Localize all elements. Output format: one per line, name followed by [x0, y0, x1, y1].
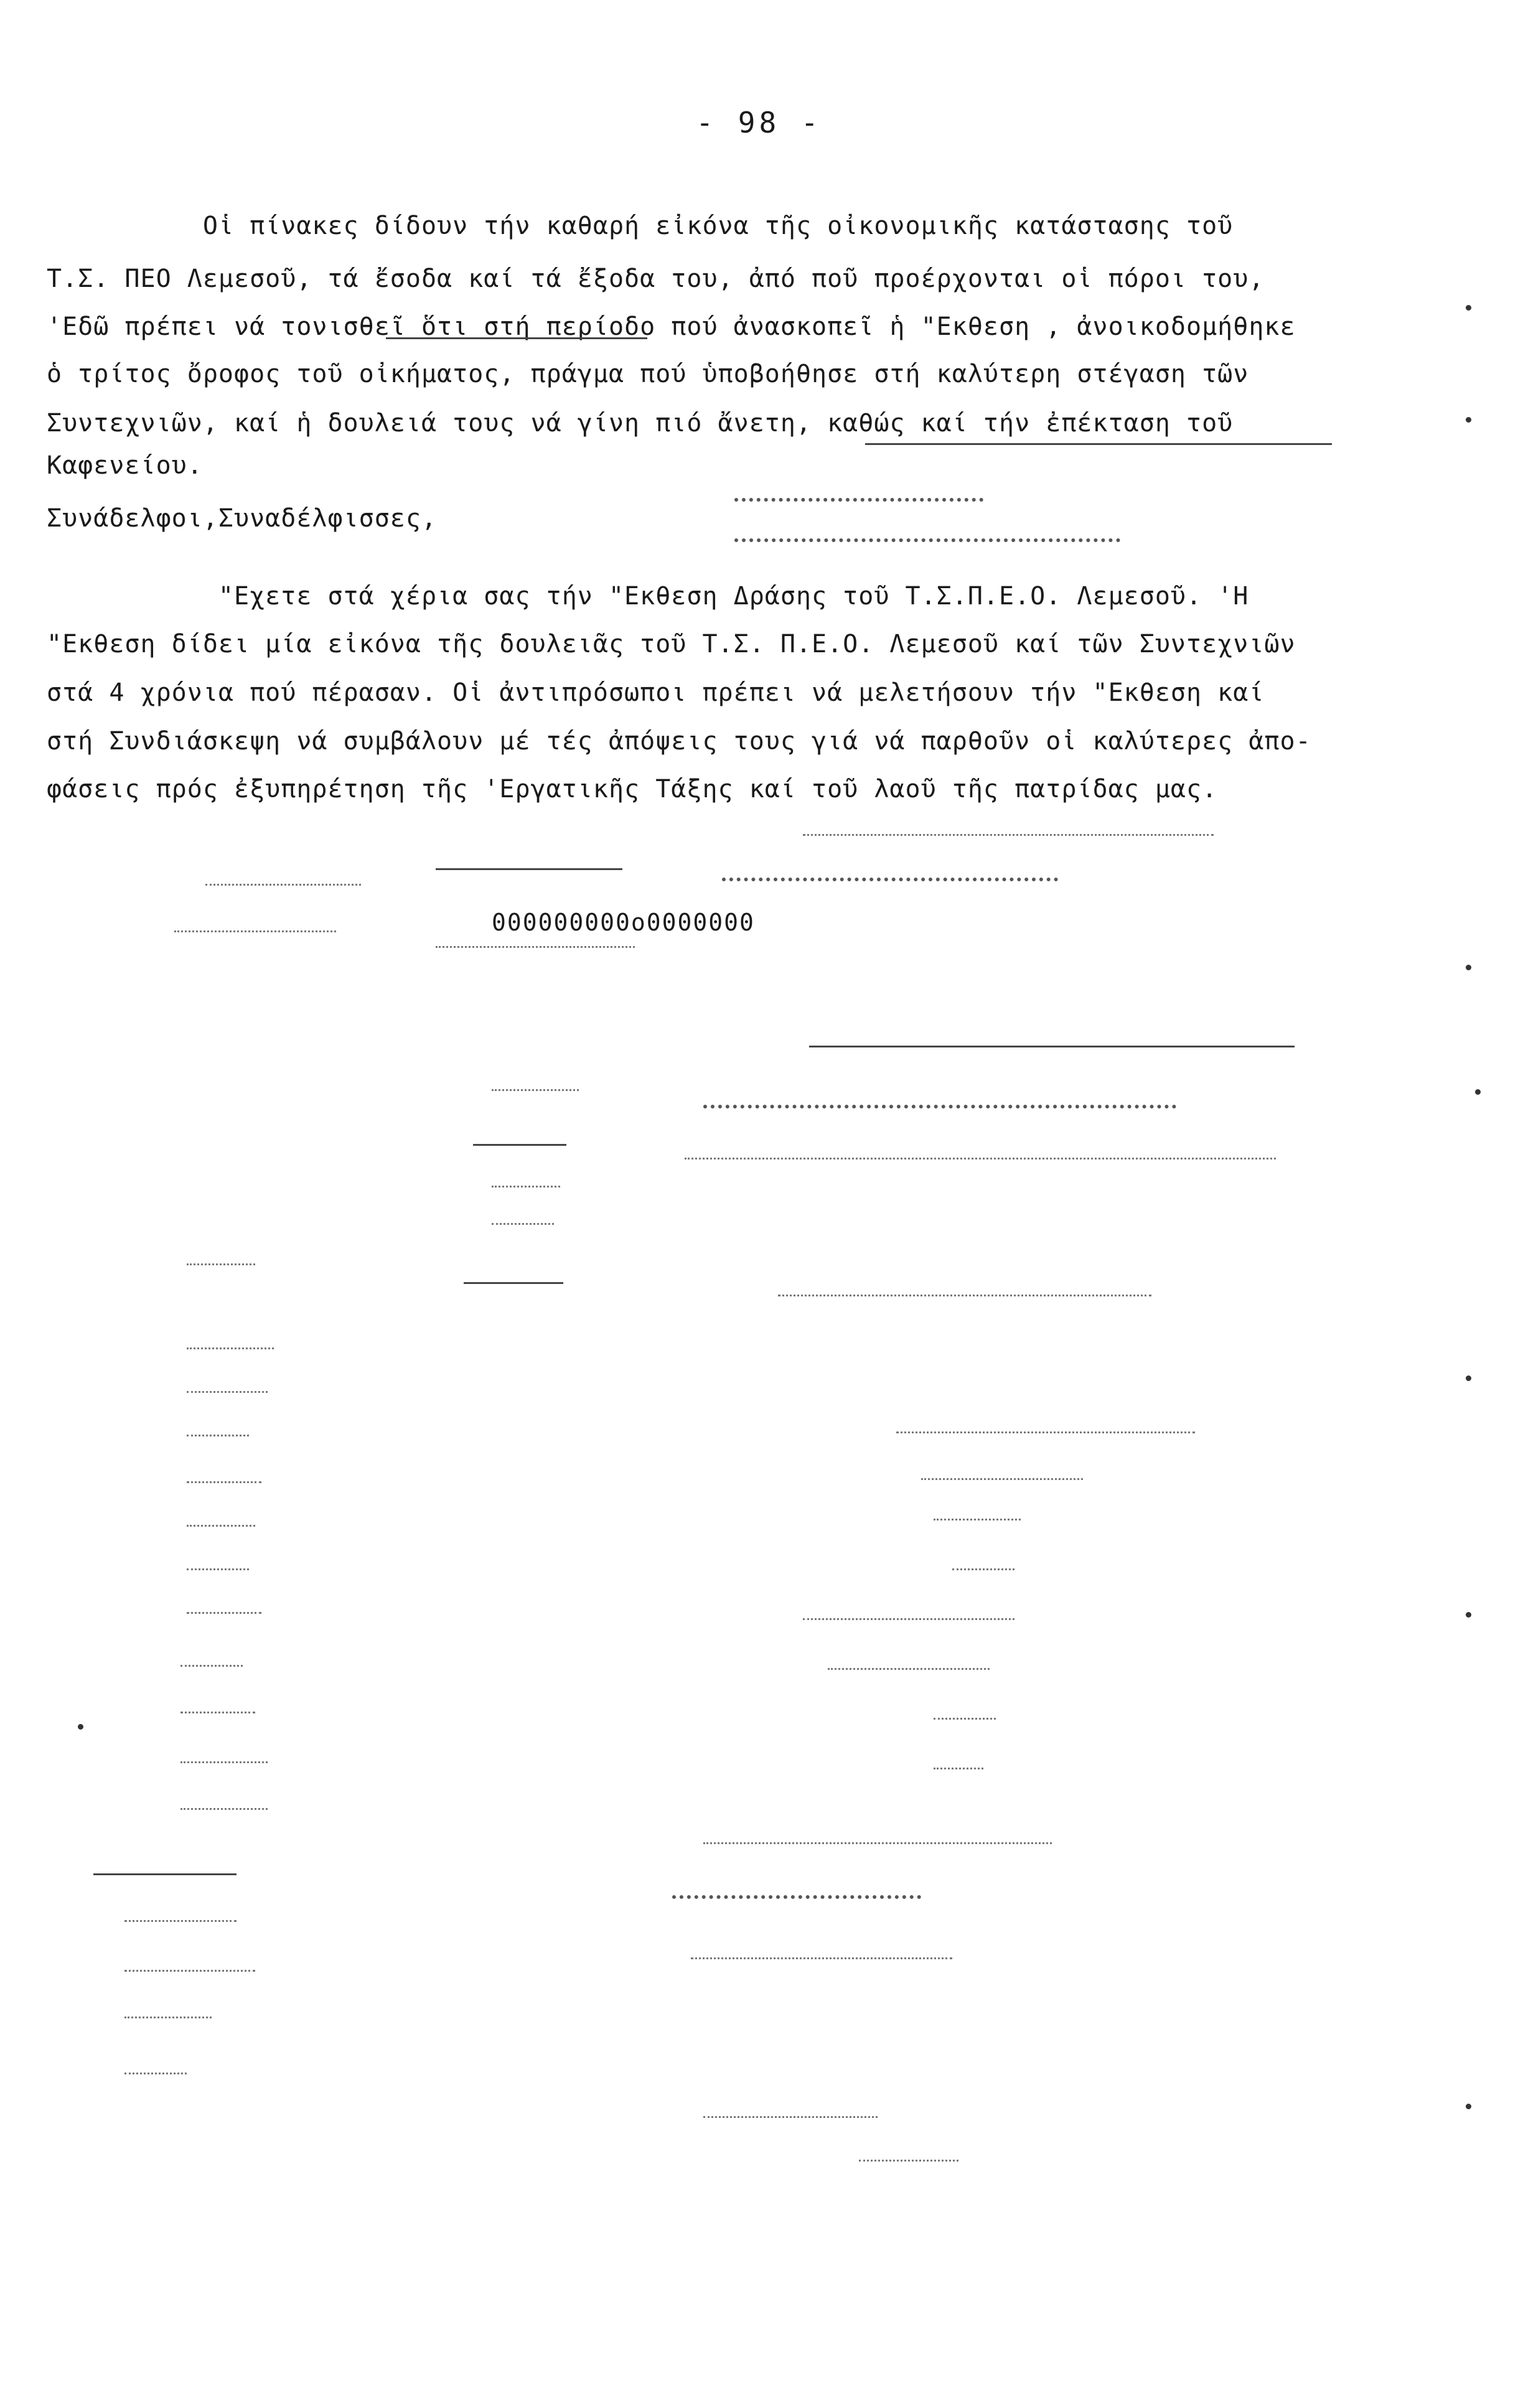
faint-mark: [187, 1568, 249, 1570]
dotted-line: [703, 1105, 1176, 1108]
faint-mark: [685, 1158, 1276, 1159]
strike-mark: [386, 337, 647, 339]
faint-mark: [180, 1712, 255, 1713]
faint-mark: [859, 2160, 958, 2162]
faint-mark: [921, 1478, 1083, 1480]
paragraph-2-line-1: "Εχετε στά χέρια σας τήν "Εκθεση Δράσης τοῦ Τ.Σ.Π.Ε.Ο. Λεμεσοῦ. 'Η: [47, 582, 1249, 611]
faint-mark: [934, 1768, 983, 1769]
paragraph-2-line-3: στά 4 χρόνια πού πέρασαν. Οἱ ἀντιπρόσωποι πρέπει νά μελετήσουν τήν "Εκθεση καί: [47, 678, 1265, 707]
faint-mark: [952, 1568, 1014, 1570]
faint-mark: [803, 834, 1214, 836]
faint-mark: [187, 1263, 255, 1265]
margin-dot: [1466, 305, 1471, 311]
margin-dot: [1466, 2104, 1471, 2109]
faint-mark: [187, 1481, 261, 1483]
paragraph-1-line-1: Οἱ πίνακες δίδουν τήν καθαρή εἰκόνα τῆς οἰκονομικῆς κατάστασης τοῦ: [47, 212, 1234, 240]
margin-dot: [1466, 1375, 1471, 1381]
faint-mark: [205, 884, 361, 886]
underline-mark: [809, 1046, 1295, 1047]
margin-dot: [1466, 965, 1471, 970]
margin-dot: [1466, 417, 1471, 423]
faint-mark: [124, 2017, 212, 2018]
faint-mark: [492, 1223, 554, 1225]
underline-mark: [436, 868, 622, 870]
salutation: Συνάδελφοι,Συναδέλφισσες,: [47, 504, 438, 533]
faint-mark: [778, 1295, 1151, 1296]
faint-mark: [174, 930, 336, 932]
underline-mark: [865, 443, 1332, 445]
faint-mark: [691, 1957, 952, 1959]
faint-mark: [187, 1525, 255, 1527]
margin-dot: [1475, 1089, 1481, 1095]
faint-mark: [180, 1761, 268, 1763]
faint-mark: [187, 1347, 274, 1349]
faint-mark: [828, 1668, 990, 1670]
faint-mark: [896, 1431, 1195, 1433]
faint-mark: [492, 1186, 560, 1188]
faint-mark: [436, 946, 635, 948]
faint-mark: [187, 1391, 268, 1393]
faint-mark: [703, 1842, 1052, 1844]
paragraph-2-line-2: "Εκθεση δίδει μία εἰκόνα τῆς δουλειᾶς τοῦ Τ.Σ. Π.Ε.Ο. Λεμεσοῦ καί τῶν Συντεχνιῶν: [47, 630, 1296, 658]
faint-mark: [180, 1808, 268, 1810]
paragraph-1-line-4: ὁ τρίτος ὄροφος τοῦ οἰκήματος, πράγμα πού ὑποβοήθησε στή καλύτερη στέγαση τῶν: [47, 360, 1249, 388]
paragraph-1-line-6: Καφενείου.: [47, 451, 203, 480]
page-number: - 98 -: [696, 106, 822, 139]
faint-mark: [124, 1970, 255, 1972]
margin-dot: [78, 1724, 83, 1730]
underline-mark: [93, 1873, 237, 1875]
faint-mark: [703, 2116, 878, 2118]
paragraph-2-line-5: φάσεις πρός ἐξυπηρέτηση τῆς 'Εργατικῆς Τάξης καί τοῦ λαοῦ τῆς πατρίδας μας.: [47, 775, 1218, 803]
faint-mark: [187, 1435, 249, 1436]
dotted-line: [722, 878, 1058, 881]
faint-mark: [187, 1612, 261, 1614]
dotted-line: [734, 498, 983, 502]
faint-mark: [803, 1618, 1014, 1620]
dotted-line: [734, 538, 1120, 542]
faint-mark: [934, 1718, 996, 1720]
faint-mark: [180, 1665, 243, 1667]
underline-mark: [464, 1282, 563, 1284]
paragraph-1-line-5: Συντεχνιῶν, καί ἡ δουλειά τους νά γίνη πιό ἄνετη, καθώς καί τήν ἐπέκταση τοῦ: [47, 409, 1234, 438]
faint-mark: [492, 1089, 579, 1091]
paragraph-1-line-2: Τ.Σ. ΠΕΟ Λεμεσοῦ, τά ἔσοδα καί τά ἔξοδα του, ἀπό ποῦ προέρχονται οἱ πόροι του,: [47, 265, 1265, 293]
paragraph-2-line-4: στή Συνδιάσκεψη νά συμβάλουν μέ τές ἀπόψεις τους γιά νά παρθοῦν οἱ καλύτερες ἀπο-: [47, 727, 1311, 756]
faint-mark: [124, 1920, 237, 1922]
separator: 000000000o0000000: [492, 909, 755, 936]
faint-mark: [124, 2073, 187, 2074]
margin-dot: [1466, 1612, 1471, 1618]
faint-mark: [934, 1519, 1021, 1520]
paragraph-1-line-3: 'Εδῶ πρέπει νά τονισθεῖ ὅτι στή περίοδο πού ἀνασκοπεῖ ἡ "Εκθεση , ἀνοικοδομήθηκε: [47, 312, 1296, 341]
dotted-line: [672, 1895, 921, 1899]
underline-mark: [473, 1144, 566, 1146]
